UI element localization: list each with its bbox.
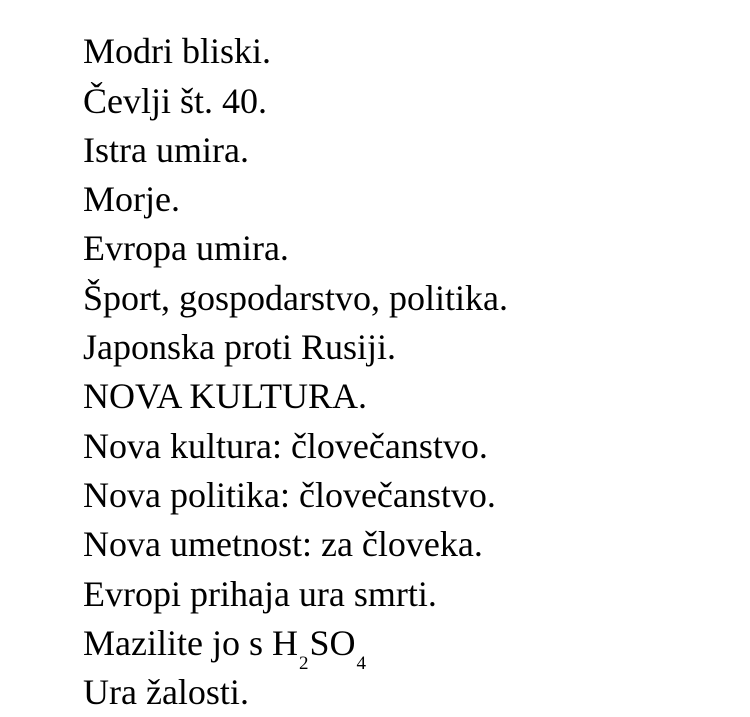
formula-prefix: Mazilite jo s H [83, 622, 298, 663]
poem-line: Šport, gospodarstvo, politika. [83, 277, 508, 318]
poem-line [83, 0, 508, 27]
poem-line: Čevlji št. 40. [83, 80, 268, 121]
formula-middle: SO [309, 622, 356, 663]
poem-line: Nova kultura: človečanstvo. [83, 425, 488, 466]
poem-text [83, 0, 508, 717]
poem-line: Istra umira. [83, 129, 249, 170]
poem-line: Japonska proti Rusiji. [83, 327, 396, 368]
poem-line: Evropa umira. [83, 228, 289, 269]
formula-subscript-2: 2 [298, 652, 309, 674]
poem-line: Modri bliski. [83, 31, 272, 72]
poem-line: Nova umetnost: za človeka. [83, 524, 483, 565]
poem-line: NOVA KULTURA. [83, 376, 368, 417]
poem-line: Morje. [83, 179, 180, 220]
poem-line: Nova politika: človečanstvo. [83, 474, 496, 515]
formula-subscript-4: 4 [356, 652, 366, 674]
poem-line: Ura žalosti. [83, 672, 249, 713]
formula-line [83, 619, 508, 674]
poem-line: Evropi prihaja ura smrti. [83, 573, 437, 614]
